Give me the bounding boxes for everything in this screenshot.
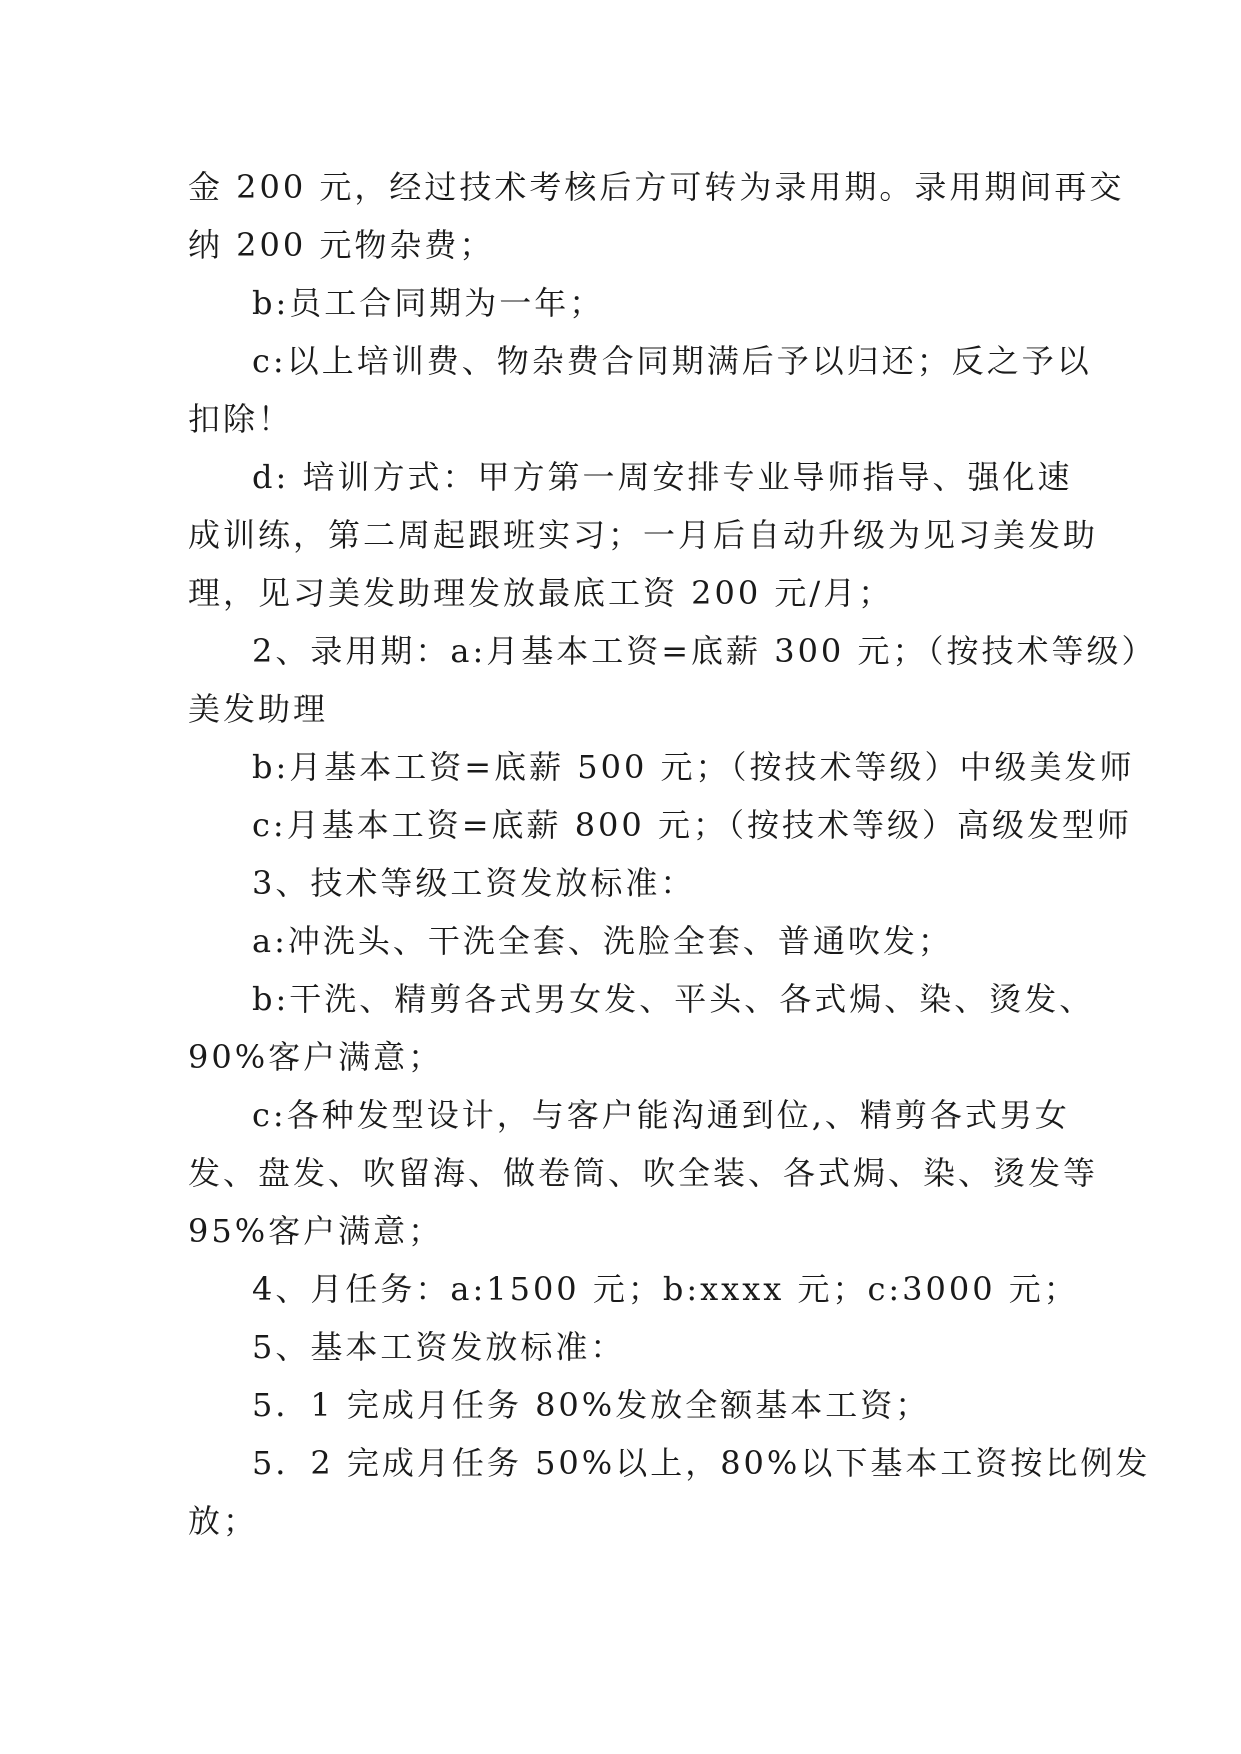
text-line: b:员工合同期为一年； (252, 284, 605, 322)
text-line: 美发助理 (188, 690, 329, 728)
text-line: 95%客户满意； (188, 1212, 444, 1250)
text-line: 5．1 完成月任务 80%发放全额基本工资； (252, 1386, 931, 1424)
text-line: 3、技术等级工资发放标准： (252, 864, 696, 902)
text-line: b:月基本工资=底薪 500 元；（按技术等级）中级美发师 (252, 748, 1135, 786)
document-body (188, 158, 1157, 1550)
text-line: d: 培训方式：甲方第一周安排专业导师指导、强化速 (252, 458, 1073, 496)
text-line: b:干洗、精剪各式男女发、平头、各式焗、染、烫发、 (252, 980, 1095, 1018)
text-line: 成训练，第二周起跟班实习；一月后自动升级为见习美发助 (188, 516, 1099, 554)
text-line: c:各种发型设计，与客户能沟通到位,、精剪各式男女 (252, 1096, 1070, 1134)
text-line: 放； (188, 1502, 259, 1540)
text-line: 纳 200 元物杂费； (188, 226, 495, 264)
text-line: 90%客户满意； (188, 1038, 444, 1076)
text-line: 2、录用期：a:月基本工资=底薪 300 元；（按技术等级） (252, 632, 1157, 670)
text-line: 扣除！ (188, 400, 294, 438)
text-line: 金 200 元，经过技术考核后方可转为录用期。录用期间再交 (188, 168, 1125, 206)
text-line: 理，见习美发助理发放最底工资 200 元/月； (188, 574, 894, 612)
text-line: 5．2 完成月任务 50%以上，80%以下基本工资按比例发 (252, 1444, 1151, 1482)
text-line: 发、盘发、吹留海、做卷筒、吹全装、各式焗、染、烫发等 (188, 1154, 1099, 1192)
text-line: a:冲洗头、干洗全套、洗脸全套、普通吹发； (252, 922, 953, 960)
text-line: 5、基本工资发放标准： (252, 1328, 626, 1366)
text-line: 4、月任务：a:1500 元；b:xxxx 元；c:3000 元； (252, 1270, 1079, 1308)
text-line: c:以上培训费、物杂费合同期满后予以归还；反之予以 (252, 342, 1092, 380)
text-line: c:月基本工资=底薪 800 元；（按技术等级）高级发型师 (252, 806, 1132, 844)
